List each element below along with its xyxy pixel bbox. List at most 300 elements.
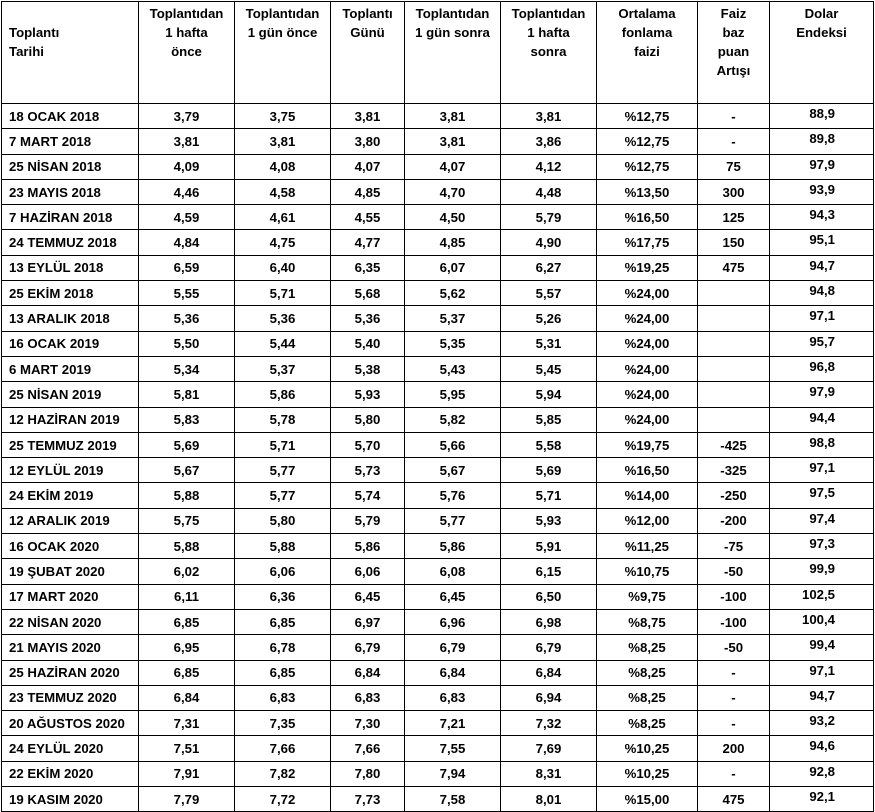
cell-meeting-day: 5,74: [331, 483, 405, 508]
cell-week-before: 4,84: [139, 230, 235, 255]
cell-dollar-index: 97,1: [770, 306, 874, 331]
table-row: [2, 331, 874, 356]
cell-meeting-day: 3,80: [331, 129, 405, 154]
cell-day-after: 5,62: [405, 281, 501, 306]
cell-avg-funding-rate: %13,50: [597, 179, 698, 204]
cell-avg-funding-rate: %8,25: [597, 685, 698, 710]
cell-meeting-date: 23 TEMMUZ 2020: [2, 685, 139, 710]
cell-week-after: 5,91: [501, 534, 597, 559]
cell-avg-funding-rate: %16,50: [597, 458, 698, 483]
cell-day-before: 5,80: [235, 508, 331, 533]
cell-meeting-day: 4,07: [331, 154, 405, 179]
cell-day-before: 7,72: [235, 787, 331, 812]
cell-meeting-date: 7 HAZİRAN 2018: [2, 205, 139, 230]
header-line: Günü: [350, 25, 385, 40]
cell-day-before: 4,75: [235, 230, 331, 255]
cell-meeting-date: 25 HAZİRAN 2020: [2, 660, 139, 685]
cell-week-before: 6,59: [139, 255, 235, 280]
cell-week-after: 6,15: [501, 559, 597, 584]
table-row: [2, 382, 874, 407]
cell-rate-change-bps: -: [698, 685, 770, 710]
cell-meeting-day: 7,30: [331, 711, 405, 736]
cell-meeting-day: 6,79: [331, 635, 405, 660]
cell-meeting-day: 4,77: [331, 230, 405, 255]
cell-week-after: 5,26: [501, 306, 597, 331]
table-row: [2, 407, 874, 432]
cell-avg-funding-rate: %12,75: [597, 104, 698, 129]
cell-day-before: 4,61: [235, 205, 331, 230]
cell-rate-change-bps: -: [698, 711, 770, 736]
cell-avg-funding-rate: %19,25: [597, 255, 698, 280]
cell-day-after: 5,76: [405, 483, 501, 508]
cell-week-before: 3,79: [139, 104, 235, 129]
table-row: [2, 129, 874, 154]
cell-dollar-index: 92,1: [770, 787, 874, 812]
cell-week-after: 6,79: [501, 635, 597, 660]
cell-week-after: 6,50: [501, 584, 597, 609]
cell-dollar-index: 97,1: [770, 660, 874, 685]
cell-avg-funding-rate: %12,75: [597, 154, 698, 179]
column-header-avg-funding-rate: [597, 2, 698, 104]
cell-avg-funding-rate: %9,75: [597, 584, 698, 609]
cell-avg-funding-rate: %11,25: [597, 534, 698, 559]
cell-dollar-index: 93,2: [770, 711, 874, 736]
header-line: 1 gün sonra: [415, 25, 490, 40]
cell-meeting-date: 25 EKİM 2018: [2, 281, 139, 306]
column-header-day-before: [235, 2, 331, 104]
cell-dollar-index: 96,8: [770, 356, 874, 381]
table-row: [2, 306, 874, 331]
cell-dollar-index: 98,8: [770, 432, 874, 457]
cell-week-after: 5,45: [501, 356, 597, 381]
cell-meeting-date: 25 NİSAN 2019: [2, 382, 139, 407]
cell-dollar-index: 97,4: [770, 508, 874, 533]
cell-week-before: 5,83: [139, 407, 235, 432]
cell-day-before: 5,71: [235, 432, 331, 457]
cell-day-after: 6,84: [405, 660, 501, 685]
cell-dollar-index: 97,9: [770, 382, 874, 407]
cell-rate-change-bps: -100: [698, 584, 770, 609]
cell-day-before: 6,36: [235, 584, 331, 609]
cell-week-before: 5,88: [139, 534, 235, 559]
header-line: Toplantıdan: [245, 6, 320, 21]
cell-week-after: 6,98: [501, 609, 597, 634]
cell-avg-funding-rate: %8,25: [597, 660, 698, 685]
cell-day-after: 7,58: [405, 787, 501, 812]
cell-rate-change-bps: -75: [698, 534, 770, 559]
cell-dollar-index: 92,8: [770, 761, 874, 786]
cell-avg-funding-rate: %12,75: [597, 129, 698, 154]
cell-week-before: 6,85: [139, 660, 235, 685]
cell-day-before: 7,35: [235, 711, 331, 736]
cell-day-before: 3,81: [235, 129, 331, 154]
cell-avg-funding-rate: %14,00: [597, 483, 698, 508]
cell-week-before: 6,11: [139, 584, 235, 609]
cell-meeting-date: 17 MART 2020: [2, 584, 139, 609]
cell-week-after: 4,48: [501, 179, 597, 204]
cell-meeting-day: 6,35: [331, 255, 405, 280]
header-line: önce: [171, 44, 202, 59]
cell-meeting-date: 12 HAZİRAN 2019: [2, 407, 139, 432]
meeting-rates-table: [1, 1, 874, 812]
cell-week-after: 6,27: [501, 255, 597, 280]
cell-rate-change-bps: -: [698, 129, 770, 154]
cell-week-after: 7,32: [501, 711, 597, 736]
cell-meeting-date: 24 EYLÜL 2020: [2, 736, 139, 761]
cell-day-after: 6,07: [405, 255, 501, 280]
cell-day-before: 6,85: [235, 609, 331, 634]
cell-dollar-index: 102,5: [770, 584, 874, 609]
header-line: sonra: [530, 44, 567, 59]
cell-meeting-day: 5,80: [331, 407, 405, 432]
cell-meeting-day: 6,83: [331, 685, 405, 710]
cell-meeting-date: 24 TEMMUZ 2018: [2, 230, 139, 255]
cell-meeting-date: 19 ŞUBAT 2020: [2, 559, 139, 584]
cell-week-after: 7,69: [501, 736, 597, 761]
cell-week-before: 6,95: [139, 635, 235, 660]
cell-week-before: 6,84: [139, 685, 235, 710]
cell-week-after: 5,69: [501, 458, 597, 483]
header-line: baz: [722, 25, 745, 40]
cell-avg-funding-rate: %24,00: [597, 281, 698, 306]
cell-meeting-date: 19 KASIM 2020: [2, 787, 139, 812]
cell-dollar-index: 97,3: [770, 534, 874, 559]
cell-avg-funding-rate: %15,00: [597, 787, 698, 812]
cell-day-before: 3,75: [235, 104, 331, 129]
cell-meeting-day: 6,84: [331, 660, 405, 685]
cell-meeting-date: 20 AĞUSTOS 2020: [2, 711, 139, 736]
cell-meeting-day: 5,73: [331, 458, 405, 483]
cell-meeting-date: 24 EKİM 2019: [2, 483, 139, 508]
cell-meeting-day: 7,66: [331, 736, 405, 761]
table-row: [2, 154, 874, 179]
cell-rate-change-bps: [698, 356, 770, 381]
cell-rate-change-bps: -: [698, 761, 770, 786]
table-row: [2, 534, 874, 559]
header-line: Ortalama: [618, 6, 676, 21]
table-header: [2, 2, 874, 104]
cell-meeting-day: 5,86: [331, 534, 405, 559]
cell-avg-funding-rate: %8,75: [597, 609, 698, 634]
table-row: [2, 635, 874, 660]
cell-rate-change-bps: 475: [698, 255, 770, 280]
cell-day-before: 5,71: [235, 281, 331, 306]
table-row: [2, 104, 874, 129]
table-row: [2, 711, 874, 736]
cell-week-after: 4,90: [501, 230, 597, 255]
table-row: [2, 356, 874, 381]
cell-rate-change-bps: -50: [698, 635, 770, 660]
cell-dollar-index: 94,7: [770, 685, 874, 710]
cell-avg-funding-rate: %8,25: [597, 635, 698, 660]
cell-meeting-date: 16 OCAK 2020: [2, 534, 139, 559]
cell-week-before: 4,46: [139, 179, 235, 204]
cell-day-after: 4,85: [405, 230, 501, 255]
cell-meeting-day: 4,85: [331, 179, 405, 204]
cell-week-before: 5,55: [139, 281, 235, 306]
cell-meeting-date: 23 MAYIS 2018: [2, 179, 139, 204]
table-body: [2, 104, 874, 812]
cell-meeting-day: 4,55: [331, 205, 405, 230]
column-header-day-after: [405, 2, 501, 104]
cell-week-before: 5,75: [139, 508, 235, 533]
cell-rate-change-bps: -250: [698, 483, 770, 508]
cell-day-after: 3,81: [405, 104, 501, 129]
column-header-meeting-day: [331, 2, 405, 104]
table-row: [2, 179, 874, 204]
cell-day-before: 4,08: [235, 154, 331, 179]
cell-rate-change-bps: [698, 407, 770, 432]
cell-week-before: 5,34: [139, 356, 235, 381]
cell-week-before: 6,85: [139, 609, 235, 634]
cell-rate-change-bps: [698, 382, 770, 407]
cell-day-before: 5,36: [235, 306, 331, 331]
cell-meeting-day: 7,80: [331, 761, 405, 786]
cell-week-after: 5,31: [501, 331, 597, 356]
cell-avg-funding-rate: %10,25: [597, 736, 698, 761]
cell-avg-funding-rate: %19,75: [597, 432, 698, 457]
cell-rate-change-bps: 200: [698, 736, 770, 761]
cell-meeting-day: 5,68: [331, 281, 405, 306]
cell-week-after: 3,86: [501, 129, 597, 154]
cell-meeting-day: 5,93: [331, 382, 405, 407]
cell-meeting-date: 12 ARALIK 2019: [2, 508, 139, 533]
cell-week-before: 6,02: [139, 559, 235, 584]
cell-avg-funding-rate: %8,25: [597, 711, 698, 736]
cell-meeting-day: 6,45: [331, 584, 405, 609]
cell-dollar-index: 94,7: [770, 255, 874, 280]
column-header-dollar-index: [770, 2, 874, 104]
cell-avg-funding-rate: %24,00: [597, 306, 698, 331]
cell-meeting-date: 6 MART 2019: [2, 356, 139, 381]
cell-dollar-index: 95,7: [770, 331, 874, 356]
table-row: [2, 508, 874, 533]
cell-day-after: 6,79: [405, 635, 501, 660]
cell-rate-change-bps: -100: [698, 609, 770, 634]
cell-dollar-index: 94,6: [770, 736, 874, 761]
header-line: Toplantı: [342, 6, 393, 21]
cell-day-after: 6,83: [405, 685, 501, 710]
header-line: Toplantıdan: [149, 6, 224, 21]
cell-day-after: 7,94: [405, 761, 501, 786]
cell-meeting-day: 6,06: [331, 559, 405, 584]
cell-week-after: 4,12: [501, 154, 597, 179]
header-line: Toplantıdan: [415, 6, 490, 21]
table-row: [2, 660, 874, 685]
cell-rate-change-bps: 475: [698, 787, 770, 812]
cell-day-before: 6,06: [235, 559, 331, 584]
cell-avg-funding-rate: %24,00: [597, 331, 698, 356]
cell-dollar-index: 88,9: [770, 104, 874, 129]
cell-day-after: 7,55: [405, 736, 501, 761]
cell-week-after: 8,31: [501, 761, 597, 786]
cell-week-before: 7,91: [139, 761, 235, 786]
cell-day-after: 3,81: [405, 129, 501, 154]
cell-week-after: 5,71: [501, 483, 597, 508]
cell-week-before: 7,79: [139, 787, 235, 812]
cell-dollar-index: 99,9: [770, 559, 874, 584]
table-row: [2, 584, 874, 609]
header-line: Tarihi: [9, 44, 44, 59]
header-line: 1 hafta: [165, 25, 208, 40]
cell-rate-change-bps: 150: [698, 230, 770, 255]
cell-dollar-index: 97,9: [770, 154, 874, 179]
cell-day-after: 5,43: [405, 356, 501, 381]
cell-meeting-day: 5,40: [331, 331, 405, 356]
cell-rate-change-bps: 125: [698, 205, 770, 230]
cell-week-after: 3,81: [501, 104, 597, 129]
cell-avg-funding-rate: %24,00: [597, 407, 698, 432]
cell-dollar-index: 97,1: [770, 458, 874, 483]
table-row: [2, 205, 874, 230]
cell-avg-funding-rate: %17,75: [597, 230, 698, 255]
table-row: [2, 483, 874, 508]
cell-week-before: 4,59: [139, 205, 235, 230]
cell-day-after: 5,82: [405, 407, 501, 432]
cell-week-before: 5,69: [139, 432, 235, 457]
cell-avg-funding-rate: %24,00: [597, 382, 698, 407]
cell-week-before: 4,09: [139, 154, 235, 179]
cell-day-after: 6,08: [405, 559, 501, 584]
cell-day-after: 7,21: [405, 711, 501, 736]
cell-week-after: 5,57: [501, 281, 597, 306]
cell-day-before: 5,77: [235, 458, 331, 483]
cell-dollar-index: 89,8: [770, 129, 874, 154]
table-row: [2, 736, 874, 761]
header-line: puan: [717, 44, 750, 59]
cell-week-before: 3,81: [139, 129, 235, 154]
cell-week-after: 5,94: [501, 382, 597, 407]
cell-avg-funding-rate: %10,25: [597, 761, 698, 786]
cell-week-before: 7,51: [139, 736, 235, 761]
cell-day-before: 5,86: [235, 382, 331, 407]
cell-rate-change-bps: [698, 306, 770, 331]
cell-meeting-date: 22 NİSAN 2020: [2, 609, 139, 634]
table-row: [2, 432, 874, 457]
cell-rate-change-bps: 300: [698, 179, 770, 204]
table-row: [2, 609, 874, 634]
cell-day-after: 4,70: [405, 179, 501, 204]
cell-rate-change-bps: [698, 281, 770, 306]
cell-week-after: 8,01: [501, 787, 597, 812]
cell-day-after: 5,35: [405, 331, 501, 356]
cell-meeting-date: 7 MART 2018: [2, 129, 139, 154]
table-row: [2, 230, 874, 255]
cell-week-after: 6,84: [501, 660, 597, 685]
cell-rate-change-bps: -325: [698, 458, 770, 483]
column-header-week-after: [501, 2, 597, 104]
header-line: 1 gün önce: [247, 25, 318, 40]
header-line: fonlama: [621, 25, 673, 40]
cell-week-before: 5,81: [139, 382, 235, 407]
table-row: [2, 281, 874, 306]
table-row: [2, 559, 874, 584]
table-row: [2, 685, 874, 710]
cell-day-before: 5,78: [235, 407, 331, 432]
column-header-rate-change-bps: [698, 2, 770, 104]
cell-dollar-index: 94,4: [770, 407, 874, 432]
cell-day-before: 5,77: [235, 483, 331, 508]
cell-rate-change-bps: 75: [698, 154, 770, 179]
cell-day-after: 5,86: [405, 534, 501, 559]
cell-week-before: 5,67: [139, 458, 235, 483]
cell-meeting-date: 21 MAYIS 2020: [2, 635, 139, 660]
cell-rate-change-bps: [698, 331, 770, 356]
header-line: Artışı: [716, 63, 751, 78]
cell-week-after: 5,79: [501, 205, 597, 230]
cell-week-after: 5,85: [501, 407, 597, 432]
cell-day-after: 6,96: [405, 609, 501, 634]
table-row: [2, 255, 874, 280]
cell-avg-funding-rate: %12,00: [597, 508, 698, 533]
cell-day-after: 5,66: [405, 432, 501, 457]
cell-day-before: 5,37: [235, 356, 331, 381]
cell-rate-change-bps: -: [698, 104, 770, 129]
cell-meeting-day: 6,97: [331, 609, 405, 634]
cell-meeting-day: 7,73: [331, 787, 405, 812]
header-line: Faiz: [720, 6, 747, 21]
cell-meeting-day: 3,81: [331, 104, 405, 129]
cell-day-before: 7,82: [235, 761, 331, 786]
cell-dollar-index: 95,1: [770, 230, 874, 255]
cell-day-after: 5,95: [405, 382, 501, 407]
cell-day-before: 7,66: [235, 736, 331, 761]
cell-week-before: 5,50: [139, 331, 235, 356]
cell-dollar-index: 99,4: [770, 635, 874, 660]
cell-avg-funding-rate: %24,00: [597, 356, 698, 381]
header-line: Toplantıdan: [511, 6, 586, 21]
cell-rate-change-bps: -: [698, 660, 770, 685]
header-row: [2, 2, 874, 104]
cell-meeting-date: 22 EKİM 2020: [2, 761, 139, 786]
cell-week-before: 5,88: [139, 483, 235, 508]
header-line: faizi: [634, 44, 660, 59]
cell-week-after: 6,94: [501, 685, 597, 710]
cell-dollar-index: 93,9: [770, 179, 874, 204]
cell-day-before: 6,40: [235, 255, 331, 280]
cell-day-before: 4,58: [235, 179, 331, 204]
header-line: Endeksi: [796, 25, 847, 40]
cell-meeting-date: 16 OCAK 2019: [2, 331, 139, 356]
cell-avg-funding-rate: %16,50: [597, 205, 698, 230]
cell-week-after: 5,58: [501, 432, 597, 457]
column-header-week-before: [139, 2, 235, 104]
cell-dollar-index: 97,5: [770, 483, 874, 508]
cell-day-after: 5,77: [405, 508, 501, 533]
cell-meeting-date: 12 EYLÜL 2019: [2, 458, 139, 483]
cell-day-after: 4,07: [405, 154, 501, 179]
cell-meeting-day: 5,79: [331, 508, 405, 533]
cell-avg-funding-rate: %10,75: [597, 559, 698, 584]
cell-dollar-index: 100,4: [770, 609, 874, 634]
cell-day-before: 5,88: [235, 534, 331, 559]
cell-week-before: 7,31: [139, 711, 235, 736]
cell-day-after: 5,67: [405, 458, 501, 483]
cell-day-after: 5,37: [405, 306, 501, 331]
header-line: Toplantı: [9, 25, 60, 40]
cell-rate-change-bps: -425: [698, 432, 770, 457]
table-row: [2, 458, 874, 483]
cell-day-after: 4,50: [405, 205, 501, 230]
cell-day-before: 6,78: [235, 635, 331, 660]
table-row: [2, 761, 874, 786]
cell-week-before: 5,36: [139, 306, 235, 331]
cell-rate-change-bps: -50: [698, 559, 770, 584]
cell-meeting-date: 25 NİSAN 2018: [2, 154, 139, 179]
cell-meeting-date: 13 EYLÜL 2018: [2, 255, 139, 280]
cell-meeting-day: 5,36: [331, 306, 405, 331]
cell-day-before: 6,85: [235, 660, 331, 685]
